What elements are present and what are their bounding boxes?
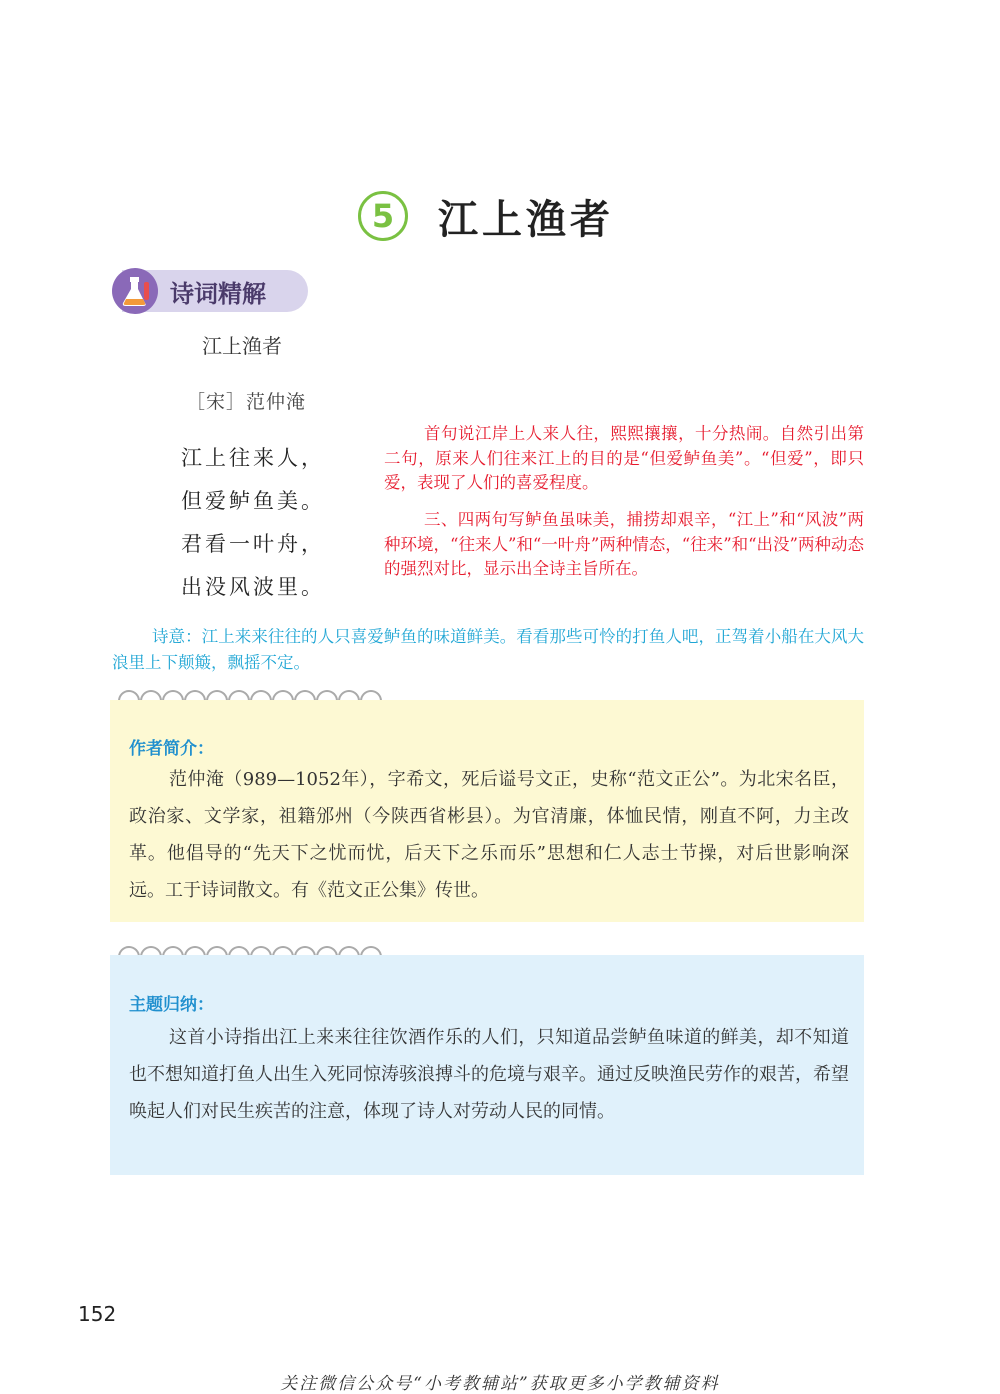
poem-meaning: 诗意：江上来来往往的人只喜爱鲈鱼的味道鲜美。看看那些可怜的打鱼人吧，正驾着小船在大风大浪里上下颠簸，飘摇不定。 bbox=[112, 627, 864, 672]
note-first: 首句说江岸上人来人往，熙熙攘攘，十分热闹。自然引出第二句，原来人们往来江上的目的是“但爱鲈鱼美”。“但爱”，即只爱，表现了人们的喜爱程度。 bbox=[384, 424, 864, 492]
poem-line: 但爱鲈鱼美。 bbox=[181, 489, 325, 513]
poem-line: 出没风波里。 bbox=[181, 575, 325, 599]
poem-author: ［宋］范仲淹 bbox=[186, 391, 307, 413]
note-second: 三、四两句写鲈鱼虽味美，捕捞却艰辛，“江上”和“风波”两种环境，“往来人”和“一叶舟”两种情态，“往来”和“出没”两种动态的强烈对比，显示出全诗主旨所在。 bbox=[384, 510, 864, 578]
poem-line: 君看一叶舟， bbox=[181, 532, 325, 556]
lesson-header bbox=[358, 186, 614, 246]
section-label: 诗词精解 bbox=[170, 280, 266, 308]
page-number: 152 bbox=[78, 1302, 117, 1326]
theme-summary-box bbox=[110, 955, 864, 1175]
section-badge bbox=[112, 268, 308, 314]
page-title: 江上渔者 bbox=[438, 196, 614, 243]
footer-note: 关注微信公众号“小考教辅站”获取更多小学教辅资料 bbox=[280, 1374, 720, 1394]
poem-title: 江上渔者 bbox=[202, 334, 282, 358]
flask-icon bbox=[112, 268, 158, 314]
poem-line: 江上往来人， bbox=[181, 446, 325, 470]
author-intro-box bbox=[110, 700, 864, 922]
lesson-number-badge: 5 bbox=[358, 191, 408, 241]
author-intro-body: 范仲淹（989—1052年），字希文，死后谥号文正，史称“范文正公”。为北宋名臣，政治家、文学家，祖籍邠州（今陕西省彬县）。为官清廉，体恤民情，刚直不阿，力主改革。他倡导的“先天下之忧而忧，后天下之乐而乐”思想和仁人志士节操，对后世影响深远。工于诗词散文。有《范文正公集》传世。 bbox=[129, 769, 849, 901]
theme-body: 这首小诗指出江上来来往往饮酒作乐的人们，只知道品尝鲈鱼味道的鲜美，却不知道也不想知道打鱼人出生入死同惊涛骇浪搏斗的危境与艰辛。通过反映渔民劳作的艰苦，希望唤起人们对民生疾苦的注意，体现了诗人对劳动人民的同情。 bbox=[129, 1027, 849, 1122]
author-intro-heading: 作者简介： bbox=[129, 739, 214, 759]
theme-heading: 主题归纳： bbox=[129, 995, 214, 1015]
